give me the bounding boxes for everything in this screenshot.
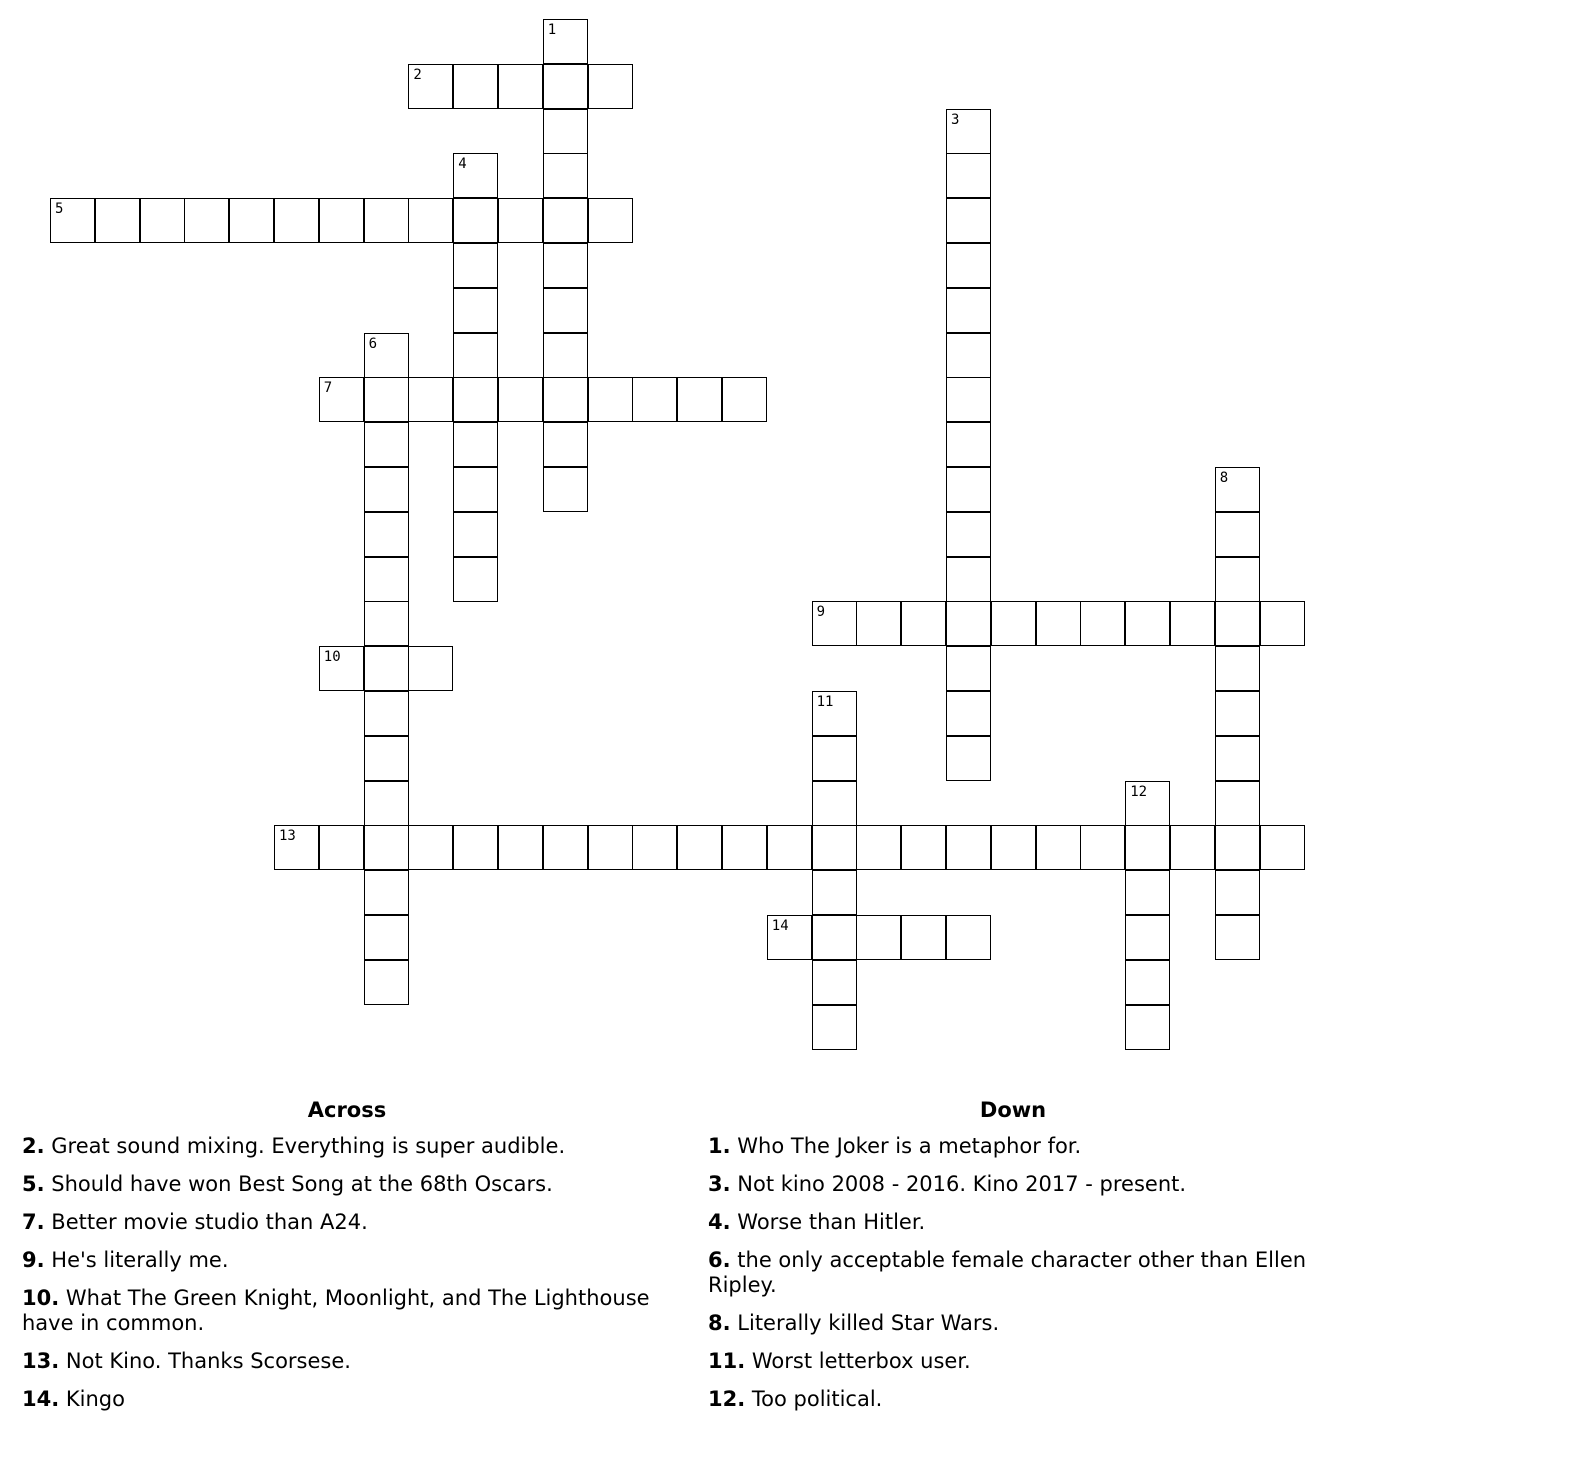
clue-number: 3 bbox=[951, 111, 960, 128]
grid-cell[interactable] bbox=[946, 915, 991, 960]
grid-cell[interactable] bbox=[946, 288, 991, 333]
clue-number: 10 bbox=[323, 649, 341, 666]
across-clue-list bbox=[22, 1134, 672, 1412]
down-clue bbox=[708, 1248, 1318, 1298]
grid-cell[interactable] bbox=[408, 646, 453, 691]
grid-cell[interactable] bbox=[364, 825, 409, 870]
grid-cell[interactable] bbox=[1125, 781, 1170, 826]
grid-cell[interactable] bbox=[543, 377, 588, 422]
grid-cell[interactable] bbox=[1215, 781, 1260, 826]
across-clues bbox=[22, 1096, 672, 1425]
grid-cell[interactable] bbox=[722, 825, 767, 870]
grid-cell[interactable] bbox=[1215, 825, 1260, 870]
grid-cell[interactable] bbox=[946, 825, 991, 870]
grid-cell[interactable] bbox=[408, 198, 453, 243]
grid-cell[interactable] bbox=[767, 825, 812, 870]
grid-cell[interactable] bbox=[901, 915, 946, 960]
grid-cell[interactable] bbox=[946, 109, 991, 154]
grid-cell[interactable] bbox=[767, 915, 812, 960]
grid-cell[interactable] bbox=[364, 512, 409, 557]
grid-cell[interactable] bbox=[498, 64, 543, 109]
grid-cell[interactable] bbox=[453, 153, 498, 198]
grid-cell[interactable] bbox=[140, 198, 185, 243]
grid-cell[interactable] bbox=[364, 870, 409, 915]
clue-number: 4 bbox=[458, 156, 467, 173]
grid-cell[interactable] bbox=[408, 64, 453, 109]
grid-cell[interactable] bbox=[632, 825, 677, 870]
down-clues bbox=[708, 1096, 1318, 1425]
grid-cell[interactable] bbox=[1125, 825, 1170, 870]
grid-cell[interactable] bbox=[946, 333, 991, 378]
grid-cell[interactable] bbox=[453, 198, 498, 243]
grid-cell[interactable] bbox=[453, 288, 498, 333]
down-heading: Down bbox=[979, 1098, 1047, 1122]
grid-cell[interactable] bbox=[543, 243, 588, 288]
grid-cell[interactable] bbox=[946, 198, 991, 243]
clue-label: 14. bbox=[22, 1387, 60, 1411]
grid-cell[interactable] bbox=[319, 377, 364, 422]
grid-cell[interactable] bbox=[453, 825, 498, 870]
grid-cell[interactable] bbox=[50, 198, 95, 243]
grid-cell[interactable] bbox=[1215, 646, 1260, 691]
clue-text: Too political. bbox=[751, 1387, 883, 1411]
grid-cell[interactable] bbox=[184, 198, 229, 243]
grid-cell[interactable] bbox=[722, 377, 767, 422]
down-clue bbox=[708, 1387, 1318, 1412]
clue-text: Not Kino. Thanks Scorsese. bbox=[65, 1349, 351, 1373]
clue-label: 3. bbox=[708, 1172, 731, 1196]
clue-text: Worst letterbox user. bbox=[751, 1349, 971, 1373]
clue-number: 6 bbox=[368, 335, 378, 352]
clue-label: 1. bbox=[708, 1134, 731, 1158]
grid-cell[interactable] bbox=[319, 198, 364, 243]
grid-cell[interactable] bbox=[1125, 601, 1170, 646]
grid-cell[interactable] bbox=[946, 736, 991, 781]
clue-number: 1 bbox=[547, 22, 557, 38]
grid-cell[interactable] bbox=[1080, 601, 1125, 646]
grid-cell[interactable] bbox=[364, 333, 409, 378]
clue-text: Great sound mixing. Everything is super audible. bbox=[51, 1134, 566, 1158]
grid-cell[interactable] bbox=[946, 557, 991, 602]
across-clue bbox=[22, 1349, 672, 1374]
grid-cell[interactable] bbox=[543, 19, 588, 64]
clue-text: Better movie studio than A24. bbox=[51, 1210, 368, 1234]
grid-cell[interactable] bbox=[1215, 512, 1260, 557]
clue-number: 12 bbox=[1130, 783, 1148, 800]
grid-cell[interactable] bbox=[991, 825, 1036, 870]
grid-cell[interactable] bbox=[812, 691, 857, 736]
grid-cell[interactable] bbox=[364, 960, 409, 1005]
clue-number: 2 bbox=[413, 66, 422, 83]
grid-cell[interactable] bbox=[364, 915, 409, 960]
down-clue bbox=[708, 1210, 1318, 1235]
grid-cell[interactable] bbox=[364, 198, 409, 243]
clue-label: 10. bbox=[22, 1286, 60, 1310]
grid-cell[interactable] bbox=[274, 198, 319, 243]
down-clue-list bbox=[708, 1134, 1318, 1412]
clue-label: 6. bbox=[708, 1248, 731, 1272]
grid-cell[interactable] bbox=[812, 781, 857, 826]
clue-text: Should have won Best Song at the 68th Oscars. bbox=[51, 1172, 553, 1196]
down-clue bbox=[708, 1172, 1318, 1197]
grid-cell[interactable] bbox=[946, 691, 991, 736]
grid-cell[interactable] bbox=[543, 198, 588, 243]
grid-cell[interactable] bbox=[453, 557, 498, 602]
grid-cell[interactable] bbox=[95, 198, 140, 243]
grid-cell[interactable] bbox=[946, 467, 991, 512]
grid-cell[interactable] bbox=[812, 601, 857, 646]
grid-cell[interactable] bbox=[1125, 870, 1170, 915]
grid-cell[interactable] bbox=[1125, 1005, 1170, 1050]
grid-cell[interactable] bbox=[1036, 825, 1081, 870]
clue-number: 5 bbox=[55, 201, 64, 218]
grid-cell[interactable] bbox=[1125, 960, 1170, 1005]
clue-label: 4. bbox=[708, 1210, 731, 1234]
clue-label: 8. bbox=[708, 1311, 731, 1335]
grid-cell[interactable] bbox=[364, 781, 409, 826]
grid-cell[interactable] bbox=[543, 288, 588, 333]
grid-cell[interactable] bbox=[453, 333, 498, 378]
grid-cell[interactable] bbox=[812, 960, 857, 1005]
grid-cell[interactable] bbox=[1215, 915, 1260, 960]
grid-cell[interactable] bbox=[588, 377, 633, 422]
grid-cell[interactable] bbox=[274, 825, 319, 870]
grid-cell[interactable] bbox=[1215, 601, 1260, 646]
clue-text: the only acceptable female character other than Ellen Ripley. bbox=[708, 1248, 1307, 1297]
grid-cell[interactable] bbox=[543, 109, 588, 154]
grid-cell[interactable] bbox=[677, 377, 722, 422]
grid-cell[interactable] bbox=[1170, 825, 1215, 870]
grid-cell[interactable] bbox=[901, 601, 946, 646]
grid-cell[interactable] bbox=[1215, 736, 1260, 781]
down-clue bbox=[708, 1349, 1318, 1374]
grid-cell[interactable] bbox=[453, 467, 498, 512]
grid-cell[interactable] bbox=[1215, 467, 1260, 512]
clue-text: Literally killed Star Wars. bbox=[737, 1311, 1000, 1335]
grid-cell[interactable] bbox=[453, 64, 498, 109]
across-clue bbox=[22, 1210, 672, 1235]
grid-cell[interactable] bbox=[632, 377, 677, 422]
grid-cell[interactable] bbox=[543, 153, 588, 198]
clue-label: 12. bbox=[708, 1387, 746, 1411]
grid-cell[interactable] bbox=[946, 512, 991, 557]
grid-cell[interactable] bbox=[229, 198, 274, 243]
grid-cell[interactable] bbox=[901, 825, 946, 870]
grid-cell[interactable] bbox=[364, 557, 409, 602]
grid-cell[interactable] bbox=[1215, 870, 1260, 915]
grid-cell[interactable] bbox=[812, 736, 857, 781]
clue-label: 9. bbox=[22, 1248, 45, 1272]
grid-cell[interactable] bbox=[543, 825, 588, 870]
grid-cell[interactable] bbox=[946, 153, 991, 198]
clue-text: Worse than Hitler. bbox=[737, 1210, 926, 1234]
grid-cell[interactable] bbox=[812, 870, 857, 915]
grid-cell[interactable] bbox=[946, 377, 991, 422]
across-clue bbox=[22, 1248, 672, 1273]
grid-cell[interactable] bbox=[1260, 601, 1305, 646]
grid-cell[interactable] bbox=[812, 915, 857, 960]
clue-label: 11. bbox=[708, 1349, 746, 1373]
across-clue bbox=[22, 1286, 672, 1336]
across-clue bbox=[22, 1134, 672, 1159]
clue-text: Who The Joker is a metaphor for. bbox=[737, 1134, 1082, 1158]
grid-cell[interactable] bbox=[364, 646, 409, 691]
grid-cell[interactable] bbox=[946, 601, 991, 646]
clue-label: 7. bbox=[22, 1210, 45, 1234]
grid-cell[interactable] bbox=[946, 422, 991, 467]
clue-number: 8 bbox=[1219, 470, 1229, 486]
grid-cell[interactable] bbox=[364, 422, 409, 467]
grid-cell[interactable] bbox=[946, 646, 991, 691]
clue-number: 14 bbox=[771, 918, 789, 934]
clue-number: 7 bbox=[323, 380, 333, 397]
grid-cell[interactable] bbox=[453, 422, 498, 467]
clue-text: Kingo bbox=[65, 1387, 125, 1411]
clue-text: Not kino 2008 - 2016. Kino 2017 - present. bbox=[737, 1172, 1187, 1196]
grid-cell[interactable] bbox=[543, 64, 588, 109]
grid-cell[interactable] bbox=[991, 601, 1036, 646]
grid-cell[interactable] bbox=[946, 243, 991, 288]
grid-cell[interactable] bbox=[588, 825, 633, 870]
grid-cell[interactable] bbox=[364, 377, 409, 422]
grid-cell[interactable] bbox=[319, 825, 364, 870]
clue-label: 13. bbox=[22, 1349, 60, 1373]
grid-cell[interactable] bbox=[1125, 915, 1170, 960]
grid-cell[interactable] bbox=[588, 198, 633, 243]
clue-number: 11 bbox=[816, 694, 834, 710]
grid-cell[interactable] bbox=[856, 915, 901, 960]
grid-cell[interactable] bbox=[364, 467, 409, 512]
grid-cell[interactable] bbox=[812, 825, 857, 870]
down-clue bbox=[708, 1134, 1318, 1159]
grid-cell[interactable] bbox=[543, 422, 588, 467]
grid-cell[interactable] bbox=[453, 512, 498, 557]
grid-cell[interactable] bbox=[498, 377, 543, 422]
grid-cell[interactable] bbox=[543, 333, 588, 378]
grid-cell[interactable] bbox=[856, 601, 901, 646]
grid-cell[interactable] bbox=[1036, 601, 1081, 646]
grid-cell[interactable] bbox=[498, 825, 543, 870]
grid-cell[interactable] bbox=[1215, 691, 1260, 736]
grid-cell[interactable] bbox=[1260, 825, 1305, 870]
grid-cell[interactable] bbox=[1215, 557, 1260, 602]
clue-number: 13 bbox=[279, 828, 296, 845]
across-clue bbox=[22, 1387, 672, 1412]
grid-cell[interactable] bbox=[364, 691, 409, 736]
grid-cell[interactable] bbox=[812, 1005, 857, 1050]
grid-cell[interactable] bbox=[364, 601, 409, 646]
grid-cell[interactable] bbox=[408, 377, 453, 422]
grid-cell[interactable] bbox=[498, 198, 543, 243]
clue-text: He's literally me. bbox=[51, 1248, 229, 1272]
across-heading: Across bbox=[307, 1098, 387, 1122]
grid-cell[interactable] bbox=[319, 646, 364, 691]
grid-cell[interactable] bbox=[856, 825, 901, 870]
grid-cell[interactable] bbox=[364, 736, 409, 781]
grid-cell[interactable] bbox=[1080, 825, 1125, 870]
grid-cell[interactable] bbox=[453, 377, 498, 422]
across-clue bbox=[22, 1172, 672, 1197]
clue-number: 9 bbox=[816, 604, 826, 621]
grid-cell[interactable] bbox=[588, 64, 633, 109]
clue-text: What The Green Knight, Moonlight, and The Lighthouse have in common. bbox=[22, 1286, 650, 1335]
grid-cell[interactable] bbox=[677, 825, 722, 870]
grid-cell[interactable] bbox=[453, 243, 498, 288]
grid-cell[interactable] bbox=[408, 825, 453, 870]
clue-label: 5. bbox=[22, 1172, 45, 1196]
down-clue bbox=[708, 1311, 1318, 1336]
grid-cell[interactable] bbox=[1170, 601, 1215, 646]
clue-label: 2. bbox=[22, 1134, 45, 1158]
grid-cell[interactable] bbox=[543, 467, 588, 512]
